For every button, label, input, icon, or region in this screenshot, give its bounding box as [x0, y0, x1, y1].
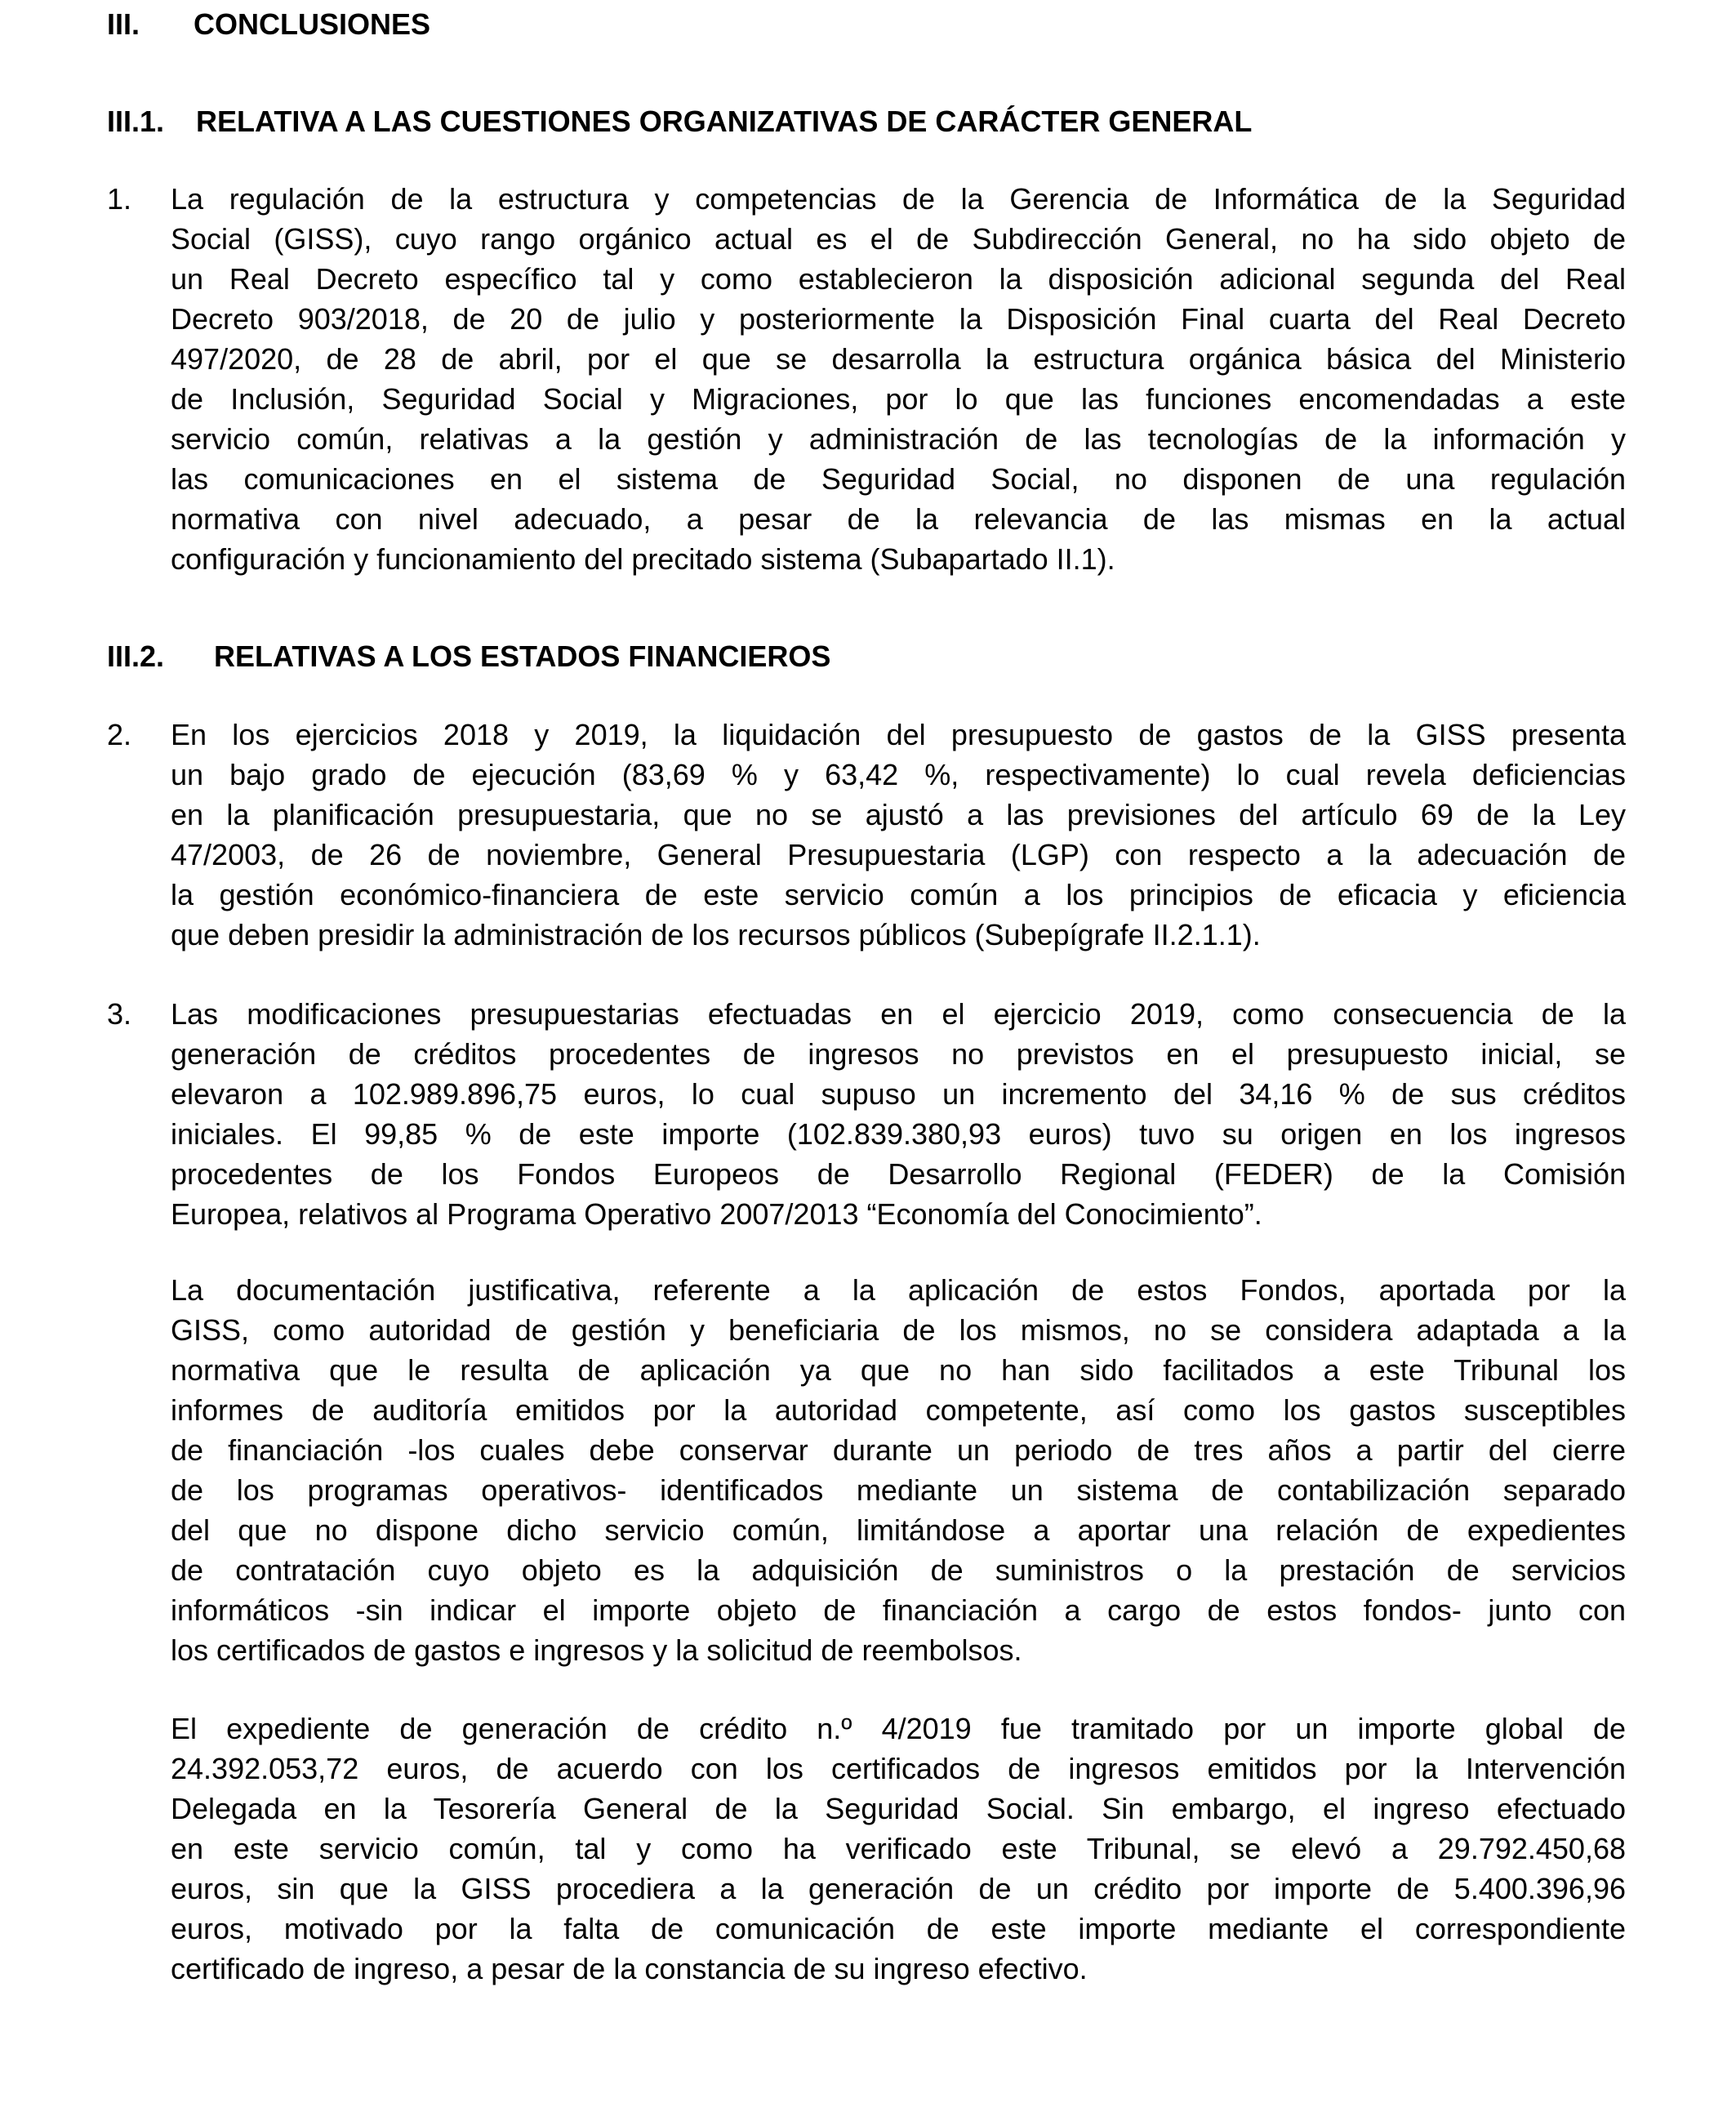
text-line: Europea, relativos al Programa Operativo 2007/2013 “Economía del Conocimiento”.: [171, 1197, 1262, 1231]
text-line: un bajo grado de ejecución (83,69 % y 63,42 %, respectivamente) lo cual revela deficiencias: [171, 758, 1626, 791]
text-line: elevaron a 102.989.896,75 euros, lo cual supuso un incremento del 34,16 % de sus créditos: [171, 1077, 1626, 1111]
item-number: 3.: [107, 997, 132, 1031]
section-number: III.: [107, 7, 140, 41]
section-number: III.2.: [107, 639, 165, 673]
text-line: las comunicaciones en el sistema de Seguridad Social, no disponen de una regulación: [171, 462, 1626, 496]
text-line: El expediente de generación de crédito n.º 4/2019 fue tramitado por un importe global de: [171, 1712, 1626, 1745]
section-number: III.1.: [107, 105, 165, 138]
text-line: informes de auditoría emitidos por la autoridad competente, así como los gastos susceptibles: [171, 1393, 1626, 1427]
text-line: de financiación -los cuales debe conservar durante un periodo de tres años a partir del cierre: [171, 1433, 1626, 1467]
item-number: 2.: [107, 718, 132, 751]
text-line: del que no dispone dicho servicio común, limitándose a aportar una relación de expedientes: [171, 1513, 1626, 1547]
section-title: RELATIVA A LAS CUESTIONES ORGANIZATIVAS DE CARÁCTER GENERAL: [196, 105, 1253, 138]
subsection-heading-organizativas: [0, 101, 1736, 141]
text-line: generación de créditos procedentes de ingresos no previstos en el presupuesto inicial, se: [171, 1037, 1626, 1071]
text-line: 47/2003, de 26 de noviembre, General Presupuestaria (LGP) con respecto a la adecuación de: [171, 838, 1626, 871]
text-line: de los programas operativos- identificados mediante un sistema de contabilización separado: [171, 1473, 1626, 1507]
text-line: en este servicio común, tal y como ha verificado este Tribunal, se elevó a 29.792.450,68: [171, 1832, 1626, 1865]
text-line: en la planificación presupuestaria, que no se ajustó a las previsiones del artículo 69 de la Ley: [171, 798, 1626, 831]
text-line: 497/2020, de 28 de abril, por el que se desarrolla la estructura orgánica básica del Ministerio: [171, 342, 1626, 376]
paragraph: [171, 179, 1626, 579]
text-line: de Inclusión, Seguridad Social y Migraciones, por lo que las funciones encomendadas a este: [171, 382, 1626, 416]
item-number: 1.: [107, 182, 132, 216]
subsection-heading-estados-financieros: [0, 636, 1736, 676]
text-line: euros, sin que la GISS procediera a la generación de un crédito por importe de 5.400.396,96: [171, 1872, 1626, 1905]
conclusion-item-1: [0, 179, 1736, 579]
text-line: procedentes de los Fondos Europeos de Desarrollo Regional (FEDER) de la Comisión: [171, 1157, 1626, 1191]
text-line: la gestión económico-financiera de este servicio común a los principios de eficacia y eficiencia: [171, 878, 1626, 911]
text-line: GISS, como autoridad de gestión y beneficiaria de los mismos, no se considera adaptada a la: [171, 1313, 1626, 1347]
text-line: La documentación justificativa, referente a la aplicación de estos Fondos, aportada por la: [171, 1273, 1626, 1307]
paragraph: [171, 1709, 1626, 1989]
section-heading-conclusiones: [0, 4, 1736, 44]
conclusion-item-3: [0, 994, 1736, 1234]
paragraph: [171, 994, 1626, 1234]
text-line: que deben presidir la administración de los recursos públicos (Subepígrafe II.2.1.1).: [171, 918, 1261, 951]
text-line: Las modificaciones presupuestarias efectuadas en el ejercicio 2019, como consecuencia de la: [171, 997, 1626, 1031]
text-line: Social (GISS), cuyo rango orgánico actual es el de Subdirección General, no ha sido objeto de: [171, 222, 1626, 256]
text-line: normativa con nivel adecuado, a pesar de la relevancia de las mismas en la actual: [171, 502, 1626, 536]
text-line: Decreto 903/2018, de 20 de julio y posteriormente la Disposición Final cuarta del Real Decreto: [171, 302, 1626, 336]
text-line: Delegada en la Tesorería General de la Seguridad Social. Sin embargo, el ingreso efectuado: [171, 1792, 1626, 1825]
text-line: En los ejercicios 2018 y 2019, la liquidación del presupuesto de gastos de la GISS presenta: [171, 718, 1626, 751]
text-line: normativa que le resulta de aplicación ya que no han sido facilitados a este Tribunal los: [171, 1353, 1626, 1387]
text-line: los certificados de gastos e ingresos y la solicitud de reembolsos.: [171, 1633, 1022, 1667]
text-line: informáticos -sin indicar el importe objeto de financiación a cargo de estos fondos- junto con: [171, 1593, 1626, 1627]
text-line: euros, motivado por la falta de comunicación de este importe mediante el correspondiente: [171, 1912, 1626, 1945]
paragraph: [171, 715, 1626, 955]
text-line: configuración y funcionamiento del precitado sistema (Subapartado II.1).: [171, 542, 1115, 576]
text-line: La regulación de la estructura y competencias de la Gerencia de Informática de la Seguridad: [171, 182, 1626, 216]
text-line: un Real Decreto específico tal y como establecieron la disposición adicional segunda del Real: [171, 262, 1626, 296]
conclusion-item-2: [0, 715, 1736, 955]
text-line: certificado de ingreso, a pesar de la constancia de su ingreso efectivo.: [171, 1952, 1088, 1985]
section-title: CONCLUSIONES: [194, 7, 431, 41]
text-line: iniciales. El 99,85 % de este importe (102.839.380,93 euros) tuvo su origen en los ingresos: [171, 1117, 1626, 1151]
conclusion-item-3-paragraph-3: [0, 1709, 1736, 1989]
document-page: [0, 4, 1736, 1989]
paragraph: [171, 1270, 1626, 1670]
text-line: servicio común, relativas a la gestión y administración de las tecnologías de la información y: [171, 422, 1626, 456]
text-line: 24.392.053,72 euros, de acuerdo con los certificados de ingresos emitidos por la Intervención: [171, 1752, 1626, 1785]
text-line: de contratación cuyo objeto es la adquisición de suministros o la prestación de servicios: [171, 1553, 1626, 1587]
conclusion-item-3-paragraph-2: [0, 1270, 1736, 1670]
section-title: RELATIVAS A LOS ESTADOS FINANCIEROS: [214, 639, 831, 673]
